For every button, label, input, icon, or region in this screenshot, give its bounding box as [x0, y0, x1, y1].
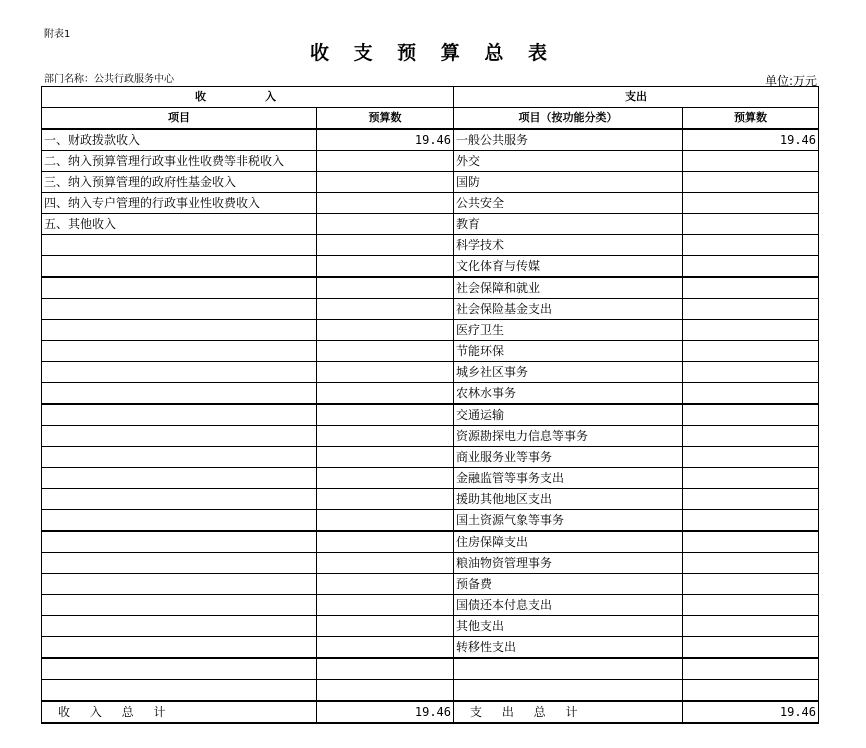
income-amount-cell: [317, 616, 454, 637]
expense-item-cell: 外交: [454, 151, 683, 172]
expense-total-amount: 19.46: [683, 701, 819, 723]
income-amount-cell: [317, 468, 454, 489]
income-amount-cell: [317, 489, 454, 510]
income-amount-cell: [317, 658, 454, 680]
income-item-cell: [42, 341, 317, 362]
expense-item-cell: 转移性支出: [454, 637, 683, 659]
section-header-row: [42, 87, 819, 108]
table-row: [42, 404, 819, 426]
expense-amount-cell: [683, 574, 819, 595]
expense-amount-cell: [683, 658, 819, 680]
table-row: [42, 468, 819, 489]
income-item-cell: [42, 362, 317, 383]
expense-amount-cell: [683, 404, 819, 426]
expense-amount-cell: [683, 214, 819, 235]
expense-item-cell: 社会保障和就业: [454, 277, 683, 299]
table-row: [42, 595, 819, 616]
expense-amount-header: 预算数: [683, 108, 819, 130]
expense-item-cell: 交通运输: [454, 404, 683, 426]
table-row: [42, 510, 819, 532]
income-amount-cell: [317, 341, 454, 362]
expense-amount-cell: [683, 680, 819, 702]
expense-amount-cell: [683, 468, 819, 489]
expense-amount-cell: [683, 595, 819, 616]
expense-amount-cell: [683, 320, 819, 341]
expense-item-cell: 其他支出: [454, 616, 683, 637]
income-item-cell: 三、纳入预算管理的政府性基金收入: [42, 172, 317, 193]
income-item-cell: [42, 489, 317, 510]
income-amount-cell: [317, 193, 454, 214]
income-amount-cell: [317, 447, 454, 468]
table-row: [42, 193, 819, 214]
expense-amount-cell: [683, 193, 819, 214]
table-row: [42, 383, 819, 405]
income-amount-cell: [317, 531, 454, 553]
table-row: [42, 658, 819, 680]
expense-amount-cell: [683, 426, 819, 447]
table-row: [42, 320, 819, 341]
expense-amount-cell: [683, 510, 819, 532]
expense-item-cell: 住房保障支出: [454, 531, 683, 553]
income-amount-cell: [317, 404, 454, 426]
income-item-cell: 五、其他收入: [42, 214, 317, 235]
expense-amount-cell: [683, 235, 819, 256]
totals-row: [42, 701, 819, 723]
expense-item-cell: 节能环保: [454, 341, 683, 362]
income-amount-header: 预算数: [317, 108, 454, 130]
table-row: [42, 553, 819, 574]
income-amount-cell: [317, 426, 454, 447]
table-row: [42, 616, 819, 637]
income-item-cell: [42, 531, 317, 553]
expense-total-label: 支 出 总 计: [454, 701, 683, 723]
income-amount-cell: [317, 595, 454, 616]
income-total-amount: 19.46: [317, 701, 454, 723]
expense-item-cell: 商业服务业等事务: [454, 447, 683, 468]
income-amount-cell: [317, 214, 454, 235]
expense-amount-cell: [683, 172, 819, 193]
income-item-cell: [42, 235, 317, 256]
page-title: 收 支 预 算 总 表: [309, 42, 557, 64]
expense-amount-cell: [683, 362, 819, 383]
expense-amount-cell: [683, 447, 819, 468]
income-amount-cell: [317, 574, 454, 595]
table-row: [42, 574, 819, 595]
expense-item-header: 项目（按功能分类）: [454, 108, 683, 130]
expense-item-cell: 教育: [454, 214, 683, 235]
table-row: [42, 214, 819, 235]
income-amount-cell: [317, 299, 454, 320]
income-amount-cell: [317, 235, 454, 256]
income-item-cell: [42, 658, 317, 680]
income-amount-cell: [317, 277, 454, 299]
table-row: [42, 341, 819, 362]
expense-item-cell: 农林水事务: [454, 383, 683, 405]
table-row: [42, 299, 819, 320]
expense-amount-cell: [683, 637, 819, 659]
expense-item-cell: 公共安全: [454, 193, 683, 214]
appendix-note: 附表1: [44, 29, 71, 40]
expense-item-cell: 社会保险基金支出: [454, 299, 683, 320]
income-item-cell: 一、财政拨款收入: [42, 129, 317, 151]
expense-amount-cell: [683, 299, 819, 320]
expense-item-cell: 国土资源气象等事务: [454, 510, 683, 532]
expense-section-header: 支出: [454, 87, 819, 108]
income-item-cell: [42, 404, 317, 426]
income-item-cell: [42, 426, 317, 447]
budget-summary-table: [41, 86, 819, 724]
income-item-cell: 四、纳入专户管理的行政事业性收费收入: [42, 193, 317, 214]
table-row: [42, 151, 819, 172]
income-item-cell: [42, 447, 317, 468]
expense-item-cell: 援助其他地区支出: [454, 489, 683, 510]
table-row: [42, 680, 819, 702]
income-amount-cell: [317, 383, 454, 405]
income-item-header: 项目: [42, 108, 317, 130]
expense-amount-cell: [683, 616, 819, 637]
expense-amount-cell: [683, 383, 819, 405]
income-item-cell: [42, 510, 317, 532]
expense-item-cell: 粮油物资管理事务: [454, 553, 683, 574]
income-amount-cell: [317, 680, 454, 702]
income-amount-cell: [317, 510, 454, 532]
table-row: [42, 531, 819, 553]
expense-amount-cell: [683, 489, 819, 510]
table-row: [42, 277, 819, 299]
income-amount-cell: [317, 256, 454, 278]
table-row: [42, 426, 819, 447]
income-item-cell: [42, 277, 317, 299]
table-row: [42, 235, 819, 256]
income-amount-cell: [317, 637, 454, 659]
expense-item-cell: 资源勘探电力信息等事务: [454, 426, 683, 447]
income-total-label: 收 入 总 计: [42, 701, 317, 723]
income-item-cell: [42, 680, 317, 702]
income-item-cell: [42, 383, 317, 405]
expense-amount-cell: [683, 277, 819, 299]
table-row: [42, 129, 819, 151]
expense-item-cell: 国防: [454, 172, 683, 193]
income-item-cell: 二、纳入预算管理行政事业性收费等非税收入: [42, 151, 317, 172]
table-row: [42, 637, 819, 659]
table-row: [42, 489, 819, 510]
expense-item-cell: 城乡社区事务: [454, 362, 683, 383]
expense-item-cell: 一般公共服务: [454, 129, 683, 151]
income-item-cell: [42, 320, 317, 341]
expense-amount-cell: [683, 531, 819, 553]
income-item-cell: [42, 637, 317, 659]
income-amount-cell: [317, 172, 454, 193]
expense-item-cell: [454, 680, 683, 702]
income-item-cell: [42, 299, 317, 320]
income-amount-cell: [317, 553, 454, 574]
expense-amount-cell: [683, 256, 819, 278]
expense-item-cell: 文化体育与传媒: [454, 256, 683, 278]
income-amount-cell: [317, 320, 454, 341]
unit-label: 单位:万元: [764, 74, 817, 88]
table-row: [42, 362, 819, 383]
income-section-header: 收 入: [42, 87, 454, 108]
expense-item-cell: 科学技术: [454, 235, 683, 256]
column-header-row: [42, 108, 819, 130]
income-item-cell: [42, 616, 317, 637]
table-row: [42, 447, 819, 468]
income-item-cell: [42, 256, 317, 278]
expense-amount-cell: 19.46: [683, 129, 819, 151]
income-amount-cell: [317, 362, 454, 383]
income-item-cell: [42, 553, 317, 574]
income-item-cell: [42, 574, 317, 595]
expense-item-cell: 预备费: [454, 574, 683, 595]
income-amount-cell: 19.46: [317, 129, 454, 151]
expense-item-cell: [454, 658, 683, 680]
income-item-cell: [42, 468, 317, 489]
expense-amount-cell: [683, 151, 819, 172]
expense-amount-cell: [683, 341, 819, 362]
expense-item-cell: 金融监管等事务支出: [454, 468, 683, 489]
expense-item-cell: 国债还本付息支出: [454, 595, 683, 616]
expense-item-cell: 医疗卫生: [454, 320, 683, 341]
table-row: [42, 172, 819, 193]
income-item-cell: [42, 595, 317, 616]
expense-amount-cell: [683, 553, 819, 574]
income-amount-cell: [317, 151, 454, 172]
department-label: 部门名称：公共行政服务中心: [44, 74, 174, 85]
table-row: [42, 256, 819, 278]
